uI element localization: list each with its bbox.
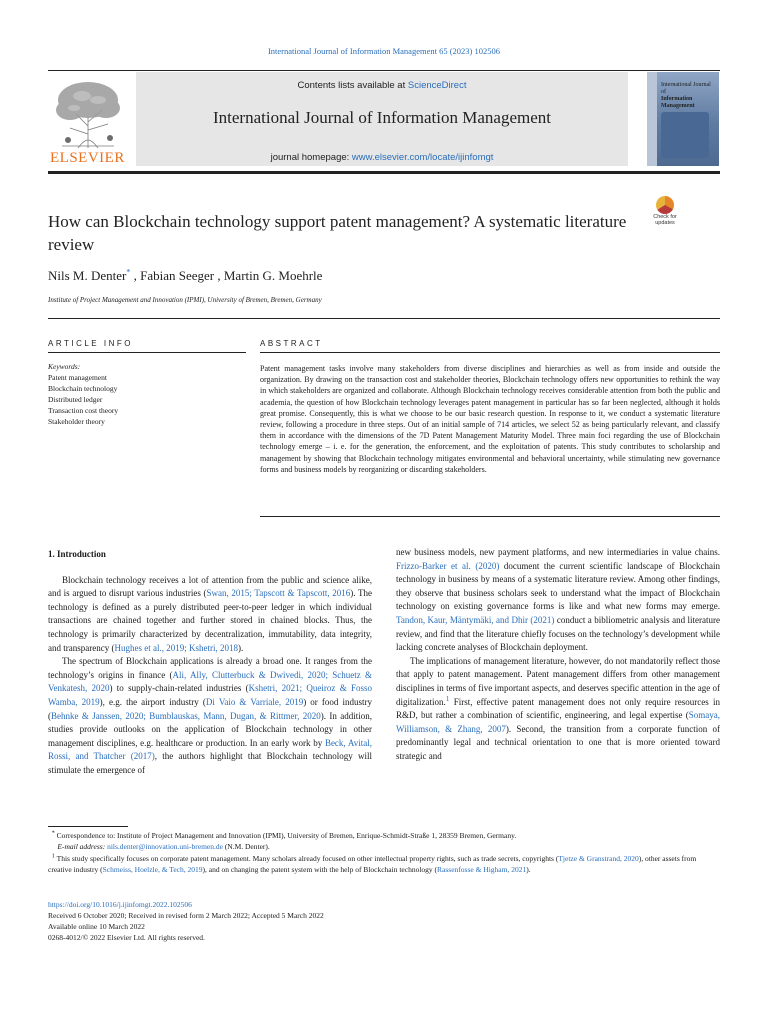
citation-link[interactable]: Tandon, Kaur, Mäntymäki, and Dhir (2021) (396, 614, 555, 625)
keyword: Patent management (48, 373, 107, 382)
email-label: E-mail address: (57, 842, 108, 852)
cover-prefix: International Journal of (661, 82, 711, 95)
author-name[interactable]: Martin G. Moehrle (223, 268, 323, 283)
header-rule-top (48, 70, 720, 71)
citation-link[interactable]: Rassenfosse & Higham, 2021 (437, 864, 527, 874)
received-dates: Received 6 October 2020; Received in revised form 2 March 2022; Accepted 5 March 2022 (48, 911, 324, 920)
doi-link[interactable]: https://doi.org/10.1016/j.ijinfomgt.2022.102506 (48, 900, 192, 909)
running-head[interactable]: International Journal of Information Management 65 (2023) 102506 (267, 46, 501, 56)
section-heading: 1. Introduction (48, 549, 106, 559)
article-info-heading: ARTICLE INFO (48, 339, 133, 348)
author-name[interactable]: Nils M. Denter (48, 268, 127, 283)
footnote-correspondence (48, 830, 720, 841)
body-paragraph: Blockchain technology receives a lot of attention from the public and science alike, and is argued to disrupt various industries (Swan, 2015; Tapscott & Tapscott, 2016). The technology is defined as a purely distributed peer-to-peer ledger in which individual transactions are chained together and further stored in chained blocks. Thus, the technology is primarily characterized by decentralization, immutability, data integrity, and transparency (Hughes et al., 2019; Kshetri, 2018). (48, 574, 372, 653)
citation-link[interactable]: Ali, Ally, Clutterbuck & Dwivedi, 2020; Schuetz & Venkatesh, 2020 (48, 669, 372, 694)
badge-text (646, 214, 684, 226)
homepage-line (136, 152, 628, 163)
citation-link[interactable]: Frizzo-Barker et al. (2020) (396, 560, 500, 571)
online-date: Available online 10 March 2022 (48, 922, 145, 931)
keywords-block (48, 361, 246, 427)
footnote-rule (48, 826, 128, 827)
body-column-right (396, 546, 720, 764)
badge-line1: Check for (653, 214, 677, 220)
citation-link[interactable]: Schmeiss, Hoelzle, & Tech, 2019 (102, 864, 203, 874)
author-list: Nils M. Denter* , Fabian Seeger , Martin G. Moehrle (48, 267, 323, 283)
check-updates-icon (656, 196, 674, 214)
cover-artwork (661, 112, 709, 158)
article-info-rule (48, 318, 720, 319)
citation-link[interactable]: Hughes et al., 2019; Kshetri, 2018 (114, 642, 238, 653)
homepage-label: journal homepage: (270, 152, 352, 163)
article-title: How can Blockchain technology support patent management? A systematic literature review (48, 212, 627, 254)
cover-title-text: Information Management (661, 96, 695, 109)
sciencedirect-link[interactable]: ScienceDirect (407, 80, 467, 91)
header-rule-bottom (48, 171, 720, 174)
abstract-underline (260, 352, 720, 353)
journal-band (136, 72, 628, 166)
citation-link[interactable]: Kshetri, 2021; Queiroz & Fosso Wamba, 2019 (48, 683, 372, 707)
footnotes (48, 830, 720, 875)
body-paragraph: The spectrum of Blockchain applications is already a broad one. It ranges from the technology’s origins in finance (Ali, Ally, Clutterbuck & Dwivedi, 2020; Schuetz & Venkatesh, 2020) to supply-chain-related industries (Kshetri, 2021; Queiroz & Fosso Wamba, 2019), e.g. the airport industry (Di Vaio & Varriale, 2019) or food industry (Behnke & Janssen, 2020; Bumblauskas, Mann, Dugan, & Rittmer, 2020). In addition, studies provide outlooks on the application of Blockchain technology in other management disciplines, e.g. healthcare or production. In an early work by Beck, Avital, Rossi, and Thatcher (2017), the authors highlight that Blockchain technology will stimulate the emergence of (48, 656, 373, 775)
elsevier-tree-logo[interactable] (48, 78, 128, 150)
keyword: Transaction cost theory (48, 406, 119, 415)
citation-link[interactable]: Somaya, Williamson, & Zhang, 2007 (396, 710, 720, 734)
elsevier-wordmark: ELSEVIER (50, 150, 125, 166)
footnote-ref[interactable]: 1 (445, 693, 450, 703)
footnote-marker: 1 (51, 853, 55, 860)
citation-link[interactable]: Tjetze & Granstrand, 2020 (558, 853, 639, 863)
keyword: Distributed ledger (48, 395, 103, 404)
check-for-updates-badge[interactable] (646, 196, 684, 230)
copyright: 0268-4012/© 2022 Elsevier Ltd. All rights reserved. (48, 933, 205, 942)
cover-title (661, 82, 717, 110)
abstract-heading: ABSTRACT (260, 339, 323, 348)
affiliation: Institute of Project Management and Innovation (IPMI), University of Bremen, Bremen, Germany (48, 296, 322, 304)
body-column-left (48, 546, 372, 778)
journal-cover-thumbnail[interactable] (647, 72, 719, 166)
footnote-1 (48, 853, 720, 876)
cover-stripe (647, 72, 657, 166)
journal-masthead (48, 72, 628, 166)
badge-line2: updates (655, 220, 675, 226)
body-paragraph: new business models, new payment platforms, and new intermediaries in value chains. Frizzo-Barker et al. (2020) document the current scientific landscape of Blockchain technology in business by means of a systematic literature review. Among other findings, they observe that business scholars seek to understand what the impact of Blockchain technology on existing governance forms is like and what new forms may emerge. Tandon, Kaur, Mäntymäki, and Dhir (2021) conduct a bibliometric analysis and literature review, and find that the literature chiefly focuses on the technology’s development while lacking concrete analyses of Blockchain deployment. (396, 547, 721, 653)
abstract-end-rule (260, 516, 720, 517)
contents-line (136, 80, 628, 91)
publication-info (48, 899, 720, 943)
citation-link[interactable]: Swan, 2015; Tapscott & Tapscott, 2016 (206, 588, 351, 599)
footnote-email (48, 841, 720, 852)
correspondence-text: Correspondence to: Institute of Project Management and Innovation (IPMI), University of Bremen, Enrique-Schmidt-Straße 1, 28359 Bremen, Germany. (56, 831, 517, 840)
keywords-label: Keywords: (48, 362, 81, 371)
keyword: Stakeholder theory (48, 417, 105, 426)
citation-link[interactable]: Behnke & Janssen, 2020; Bumblauskas, Mann, Dugan, & Rittmer, 2020 (51, 710, 321, 721)
homepage-link[interactable]: www.elsevier.com/locate/ijinfomgt (351, 152, 494, 163)
journal-name: International Journal of Information Management (213, 108, 551, 127)
email-link[interactable]: nils.denter@innovation.uni-bremen.de (107, 842, 223, 852)
contents-prefix: Contents lists available at (297, 80, 408, 91)
article-info-underline (48, 352, 246, 353)
abstract-text: Patent management tasks involve many stakeholders from diverse disciplines and hierarchies as well as from inside and outside the organization. By drawing on the transaction cost and stakeholder theories, Blockchain technology offers new opportunities to rethink the way in which stakeholders are organized and collaborate. Although Blockchain technology receives considerable attention from both the public and academia, the question of how Blockchain technology leverages patent management in particular has so far been neglected, although it holds great promise. Consequently, this is what we choose to be our basic research question. In response to it, we conduct a systematic literature review, following a procedure in three steps. Out of an initial sample of 714 articles, we select 52 as being particularly relevant, and classify them in accordance with the dimensions of the 7D Patent Management Maturity Model. Three main foci regarding the use of Blockchain technology emerge – i. e. for the generation, the enforcement, and the exploitation of patents. This study contributes to scholarship and management by showing that Blockchain technology mitigates environmental and behavioral uncertainty, while stimulating new governance forms and business models by reorganizing or discarding stakeholders. (260, 364, 720, 474)
citation-link[interactable]: Beck, Avital, Rossi, and Thatcher (2017) (48, 737, 372, 762)
keyword: Blockchain technology (48, 384, 118, 393)
citation-link[interactable]: Di Vaio & Varriale, 2019 (205, 696, 304, 707)
footnote-marker: * (51, 830, 55, 837)
footnote-1-text: This study specifically focuses on corporate patent management. Many scholars already focused on other intellectual property rights, such as trade secrets, copyrights (Tjetze & Granstrand, 2020), other assets from creative industry (Schmeiss, Hoelzle, & Tech, 2019), and on changing the patent system with the help of Blockchain technology (Rassenfosse & Higham, 2021). (48, 853, 697, 874)
author-name[interactable]: Fabian Seeger (140, 268, 215, 283)
corresponding-author-marker[interactable]: * (126, 267, 131, 277)
email-suffix: (N.M. Denter). (222, 842, 270, 852)
body-paragraph: The implications of management literature, however, do not mandatorily reflect those that apply to patent management. Patent management differs from other management disciplines in terms of five important aspects, and deserves specific attention in the age of digitalization.$^1$ First, effective patent management does not only require resources in R&D, but rather a combination of scientific, engineering, and legal expertise (Somaya, Williamson, & Zhang, 2007). Second, the transition from a corporate function of predominantly legal and technical orientation to one that is more oriented toward strategic and (396, 655, 720, 761)
